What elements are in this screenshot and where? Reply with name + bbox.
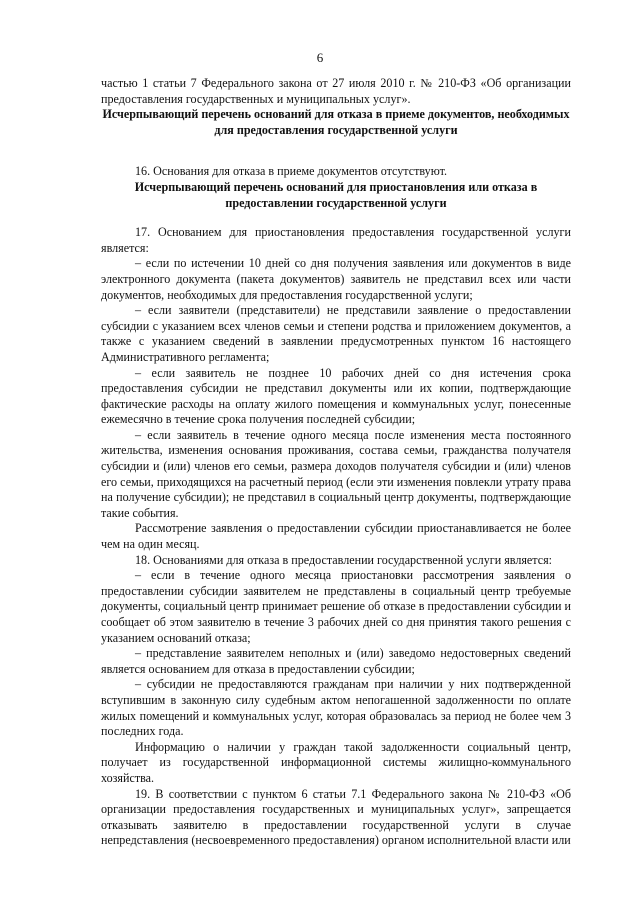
paragraph-18: 18. Основаниями для отказа в предоставлении государственной услуги является: xyxy=(135,552,553,567)
paragraph-18-note: Информацию о наличии у граждан такой задолженности социальный центр, получает из государственной информационной системы жилищно-коммунального хозяйства. xyxy=(101,739,571,785)
paragraph-17-item-3: – если заявитель не позднее 10 рабочих дней со дня истечения срока предоставления субсидии не представил документы или их копии, подтверждающие фактические расходы на оплату жилого помещения и коммунальных услуг, понесенные ежемесячно в течение срока получения последней субсидии; xyxy=(101,365,571,427)
paragraph-17-note: Рассмотрение заявления о предоставлении субсидии приостанавливается не более чем на один месяц. xyxy=(101,521,571,552)
section-heading-refusal-documents: Исчерпывающий перечень оснований для отказа в приеме документов, необходимых для предоставления государственной услуги xyxy=(102,107,570,137)
paragraph-16: 16. Основания для отказа в приеме документов отсутствуют. xyxy=(135,164,447,179)
paragraph-18-item-2: – представление заявителем неполных и (или) заведомо недостоверных сведений является основанием для отказа в предоставлении субсидии; xyxy=(101,646,571,676)
paragraph-17-item-1: – если по истечении 10 дней со дня получения заявления или документов в виде электронного документа (пакета документов) заявитель не представил всех или части документов, необходимых для предоставления государственной услуги; xyxy=(101,256,571,302)
document-body xyxy=(101,76,571,849)
page-number: 6 xyxy=(316,50,324,65)
paragraph-17: 17. Основанием для приостановления предоставления государственной услуги является: xyxy=(101,225,571,255)
paragraph-19: 19. В соответствии с пунктом 6 статьи 7.1 Федерального закона № 210-ФЗ «Об организации предоставления государственных и муниципальных услуг», запрещается отказывать заявителю в предоставлении государственной услуги в случае непредставления (несвоевременного предоставления) органом исполнительной власти или xyxy=(101,786,571,848)
paragraph-18-item-1: – если в течение одного месяца приостановки рассмотрения заявления о предоставлении субсидии заявителем не представлены в социальный центр требуемые документы, социальный центр принимает решение об отказе в предоставлении субсидии и сообщает об этом заявителю в течение 3 рабочих дней со дня принятия такого решения с указанием оснований отказа; xyxy=(101,568,571,645)
paragraph-18-item-3: – субсидии не предоставляются гражданам при наличии у них подтвержденной вступившим в законную силу судебным актом непогашенной задолженности по оплате жилых помещений и коммунальных услуг, которая образовалась за период не более чем 3 последних года. xyxy=(101,677,571,739)
paragraph-17-item-2: – если заявители (представители) не представили заявление о предоставлении субсидии с указанием всех членов семьи и степени родства и приложением документов, а также с указанием сведений в заявлении предусмотренных пунктом 16 настоящего Административного регламента; xyxy=(101,303,571,364)
intro-paragraph: частью 1 статьи 7 Федерального закона от 27 июля 2010 г. № 210-ФЗ «Об организации предоставления государственных и муниципальных услуг». xyxy=(101,76,571,106)
paragraph-17-item-4: – если заявитель в течение одного месяца после изменения места постоянного жительства, изменения основания проживания, состава семьи, гражданства получателя субсидии и (или) членов его семьи, размера доходов получателя субсидии и (или) членов его семьи, приходящихся на расчетный период (если эти изменения повлекли утрату права на получение субсидии); не представил в социальный центр документы, подтверждающие такие события. xyxy=(101,427,571,520)
section-heading-suspension-refusal: Исчерпывающий перечень оснований для приостановления или отказа в предоставлении государственной услуги xyxy=(134,179,538,210)
